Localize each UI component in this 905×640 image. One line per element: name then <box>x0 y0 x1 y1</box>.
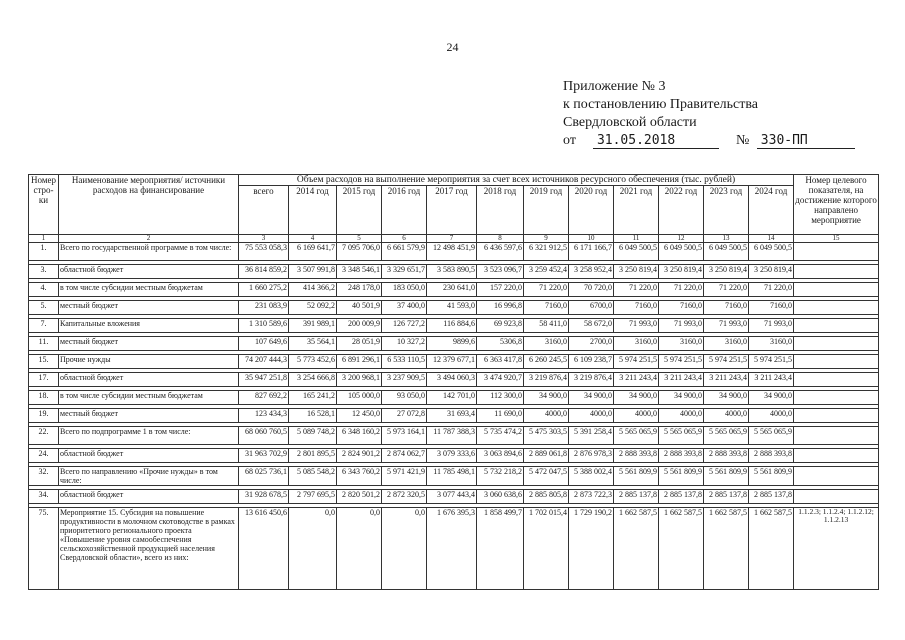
row-value: 69 923,8 <box>477 319 524 333</box>
row-goal <box>794 337 879 351</box>
row-value: 6700,0 <box>569 301 614 315</box>
row-goal <box>794 283 879 297</box>
row-value: 16 996,8 <box>477 301 524 315</box>
row-value: 12 379 677,1 <box>427 355 477 369</box>
header-year: 2016 год <box>382 186 427 235</box>
row-value: 11 690,0 <box>477 409 524 423</box>
header-year: 2021 год <box>614 186 659 235</box>
table-row <box>29 265 879 279</box>
row-goal <box>794 391 879 405</box>
row-value: 35 947 251,8 <box>239 373 289 387</box>
row-value: 40 501,9 <box>337 301 382 315</box>
row-name: Мероприятие 15. Субсидия на повышение продуктивности в молочном скотоводстве в рамках приоритетного регионального проекта «Повышение уровня самообеспечения сельскохозяйственной продукцией населения Свердловской области», всего из них: <box>59 508 239 590</box>
row-value: 2 888 393,8 <box>749 449 794 463</box>
row-value: 7160,0 <box>659 301 704 315</box>
row-value: 7160,0 <box>749 301 794 315</box>
row-value: 5 973 164,1 <box>382 427 427 445</box>
row-value: 3 063 894,6 <box>477 449 524 463</box>
column-index: 3 <box>239 235 289 243</box>
appendix-title: Приложение № 3 <box>563 79 666 94</box>
row-value: 1 702 015,4 <box>524 508 569 590</box>
row-goal <box>794 301 879 315</box>
column-index: 10 <box>569 235 614 243</box>
row-value: 0,0 <box>337 508 382 590</box>
row-value: 2 801 895,5 <box>289 449 337 463</box>
row-value: 3 211 243,4 <box>614 373 659 387</box>
budget-table <box>28 174 879 590</box>
row-value: 6 321 912,5 <box>524 243 569 261</box>
column-index: 13 <box>704 235 749 243</box>
row-value: 3 474 920,7 <box>477 373 524 387</box>
row-value: 5 565 065,9 <box>749 427 794 445</box>
row-value: 3 583 890,5 <box>427 265 477 279</box>
row-value: 5 561 809,9 <box>749 467 794 486</box>
row-value: 231 083,9 <box>239 301 289 315</box>
column-index: 12 <box>659 235 704 243</box>
row-value: 230 641,0 <box>427 283 477 297</box>
row-value: 34 900,0 <box>614 391 659 405</box>
row-value: 3 329 651,7 <box>382 265 427 279</box>
row-value: 68 025 736,1 <box>239 467 289 486</box>
row-number: 19. <box>29 409 59 423</box>
row-value: 165 241,2 <box>289 391 337 405</box>
row-value: 2 888 393,8 <box>614 449 659 463</box>
row-value: 1 662 587,5 <box>659 508 704 590</box>
appendix-decree-line: к постановлению Правительства <box>563 97 759 112</box>
row-value: 16 528,1 <box>289 409 337 423</box>
row-value: 75 553 058,3 <box>239 243 289 261</box>
header-row-number: Номер стро-ки <box>29 175 59 235</box>
row-goal <box>794 373 879 387</box>
row-value: 3160,0 <box>659 337 704 351</box>
number-label: № <box>735 133 750 148</box>
table-row <box>29 427 879 445</box>
row-value: 12 498 451,9 <box>427 243 477 261</box>
row-value: 5 475 303,5 <box>524 427 569 445</box>
column-index-row <box>29 235 879 243</box>
row-value: 2700,0 <box>569 337 614 351</box>
row-value: 6 260 245,5 <box>524 355 569 369</box>
row-value: 6 348 160,2 <box>337 427 382 445</box>
row-value: 3 237 909,5 <box>382 373 427 387</box>
appendix-signature-line <box>563 132 855 150</box>
row-value: 12 450,0 <box>337 409 382 423</box>
row-name: местный бюджет <box>59 337 239 351</box>
row-value: 6 169 641,7 <box>289 243 337 261</box>
row-value: 6 533 110,5 <box>382 355 427 369</box>
row-name: Всего по направлению «Прочие нужды» в том числе: <box>59 467 239 486</box>
row-value: 2 885 805,8 <box>524 490 569 504</box>
row-name: в том числе субсидии местным бюджетам <box>59 283 239 297</box>
row-name: местный бюджет <box>59 409 239 423</box>
column-index: 2 <box>59 235 239 243</box>
row-value: 9899,6 <box>427 337 477 351</box>
row-number: 11. <box>29 337 59 351</box>
row-value: 35 564,1 <box>289 337 337 351</box>
row-value: 3 219 876,4 <box>524 373 569 387</box>
row-value: 5 561 809,9 <box>614 467 659 486</box>
row-value: 7160,0 <box>524 301 569 315</box>
row-value: 34 900,0 <box>749 391 794 405</box>
row-value: 5 974 251,5 <box>614 355 659 369</box>
row-value: 3 250 819,4 <box>614 265 659 279</box>
row-value: 3160,0 <box>614 337 659 351</box>
row-value: 2 824 901,2 <box>337 449 382 463</box>
row-value: 3160,0 <box>749 337 794 351</box>
column-index: 6 <box>382 235 427 243</box>
row-value: 3 200 968,1 <box>337 373 382 387</box>
row-name: в том числе субсидии местным бюджетам <box>59 391 239 405</box>
table-row <box>29 355 879 369</box>
row-value: 5 565 065,9 <box>659 427 704 445</box>
decree-date: 31.05.2018 <box>593 134 719 149</box>
row-value: 2 885 137,8 <box>659 490 704 504</box>
page-number: 24 <box>446 40 459 54</box>
row-value: 1 858 499,7 <box>477 508 524 590</box>
row-value: 414 366,2 <box>289 283 337 297</box>
column-index: 4 <box>289 235 337 243</box>
row-value: 71 993,0 <box>614 319 659 333</box>
row-value: 6 049 500,5 <box>614 243 659 261</box>
row-number: 7. <box>29 319 59 333</box>
row-value: 28 051,9 <box>337 337 382 351</box>
header-total: всего <box>239 186 289 235</box>
row-value: 1 660 275,2 <box>239 283 289 297</box>
row-value: 34 900,0 <box>569 391 614 405</box>
row-value: 3 259 452,4 <box>524 265 569 279</box>
row-goal: 1.1.2.3; 1.1.2.4; 1.1.2.12; 1.1.2.13 <box>794 508 879 590</box>
row-value: 3 079 333,6 <box>427 449 477 463</box>
row-value: 107 649,6 <box>239 337 289 351</box>
row-value: 4000,0 <box>704 409 749 423</box>
header-year: 2018 год <box>477 186 524 235</box>
row-value: 1 676 395,3 <box>427 508 477 590</box>
row-name: местный бюджет <box>59 301 239 315</box>
row-value: 5 089 748,2 <box>289 427 337 445</box>
row-value: 68 060 760,5 <box>239 427 289 445</box>
row-value: 13 616 450,6 <box>239 508 289 590</box>
row-value: 3 077 443,4 <box>427 490 477 504</box>
row-value: 183 050,0 <box>382 283 427 297</box>
row-value: 34 900,0 <box>524 391 569 405</box>
row-name: Прочие нужды <box>59 355 239 369</box>
row-value: 3 258 952,4 <box>569 265 614 279</box>
header-year: 2019 год <box>524 186 569 235</box>
row-name: областной бюджет <box>59 449 239 463</box>
row-number: 32. <box>29 467 59 486</box>
row-value: 5306,8 <box>477 337 524 351</box>
row-value: 1 662 587,5 <box>614 508 659 590</box>
row-value: 71 220,0 <box>749 283 794 297</box>
row-value: 0,0 <box>382 508 427 590</box>
row-number: 18. <box>29 391 59 405</box>
table-row <box>29 490 879 504</box>
table-row <box>29 449 879 463</box>
row-number: 24. <box>29 449 59 463</box>
row-value: 1 662 587,5 <box>704 508 749 590</box>
row-value: 391 989,1 <box>289 319 337 333</box>
row-value: 827 692,2 <box>239 391 289 405</box>
row-value: 116 884,6 <box>427 319 477 333</box>
table-row <box>29 319 879 333</box>
row-value: 31 928 678,5 <box>239 490 289 504</box>
row-value: 70 720,0 <box>569 283 614 297</box>
row-number: 5. <box>29 301 59 315</box>
row-value: 11 785 498,1 <box>427 467 477 486</box>
header-year: 2023 год <box>704 186 749 235</box>
row-goal <box>794 243 879 261</box>
row-value: 7160,0 <box>614 301 659 315</box>
row-value: 37 400,0 <box>382 301 427 315</box>
row-value: 34 900,0 <box>659 391 704 405</box>
row-value: 2 885 137,8 <box>749 490 794 504</box>
row-value: 6 891 296,1 <box>337 355 382 369</box>
row-value: 3 523 096,7 <box>477 265 524 279</box>
row-goal <box>794 490 879 504</box>
row-value: 3160,0 <box>524 337 569 351</box>
row-value: 7 095 706,0 <box>337 243 382 261</box>
row-number: 3. <box>29 265 59 279</box>
row-value: 3160,0 <box>704 337 749 351</box>
column-index: 11 <box>614 235 659 243</box>
row-value: 5 971 421,9 <box>382 467 427 486</box>
row-value: 2 797 695,5 <box>289 490 337 504</box>
row-goal <box>794 319 879 333</box>
row-value: 74 207 444,3 <box>239 355 289 369</box>
row-value: 5 565 065,9 <box>704 427 749 445</box>
row-value: 2 874 062,7 <box>382 449 427 463</box>
row-value: 93 050,0 <box>382 391 427 405</box>
row-value: 58 672,0 <box>569 319 614 333</box>
row-goal <box>794 467 879 486</box>
header-year: 2022 год <box>659 186 704 235</box>
row-value: 5 773 452,6 <box>289 355 337 369</box>
row-value: 6 049 500,5 <box>659 243 704 261</box>
row-value: 5 974 251,5 <box>749 355 794 369</box>
row-name: Капитальные вложения <box>59 319 239 333</box>
row-value: 2 888 393,8 <box>659 449 704 463</box>
row-value: 5 085 548,2 <box>289 467 337 486</box>
table-row <box>29 409 879 423</box>
row-value: 6 049 500,5 <box>704 243 749 261</box>
row-number: 75. <box>29 508 59 590</box>
row-value: 4000,0 <box>569 409 614 423</box>
row-goal <box>794 449 879 463</box>
row-value: 2 876 978,3 <box>569 449 614 463</box>
row-value: 200 009,9 <box>337 319 382 333</box>
row-value: 6 436 597,6 <box>477 243 524 261</box>
row-name: областной бюджет <box>59 373 239 387</box>
row-value: 27 072,8 <box>382 409 427 423</box>
table-row <box>29 391 879 405</box>
table-row <box>29 337 879 351</box>
row-goal <box>794 355 879 369</box>
row-value: 3 211 243,4 <box>749 373 794 387</box>
header-year: 2020 год <box>569 186 614 235</box>
row-value: 71 220,0 <box>614 283 659 297</box>
row-name: областной бюджет <box>59 490 239 504</box>
header-volume: Объем расходов на выполнение мероприятия за счет всех источников ресурсного обеспечения (тыс. рублей) <box>239 175 794 186</box>
table-row <box>29 373 879 387</box>
row-value: 1 662 587,5 <box>749 508 794 590</box>
row-value: 248 178,0 <box>337 283 382 297</box>
row-value: 4000,0 <box>524 409 569 423</box>
row-value: 3 250 819,4 <box>659 265 704 279</box>
row-value: 3 060 638,6 <box>477 490 524 504</box>
row-value: 157 220,0 <box>477 283 524 297</box>
row-value: 6 049 500,5 <box>749 243 794 261</box>
row-number: 22. <box>29 427 59 445</box>
row-value: 52 092,2 <box>289 301 337 315</box>
row-value: 0,0 <box>289 508 337 590</box>
row-value: 105 000,0 <box>337 391 382 405</box>
row-value: 123 434,3 <box>239 409 289 423</box>
row-value: 5 472 047,5 <box>524 467 569 486</box>
header-year: 2017 год <box>427 186 477 235</box>
row-name: Всего по государственной программе в том числе: <box>59 243 239 261</box>
row-value: 3 211 243,4 <box>659 373 704 387</box>
row-value: 5 561 809,9 <box>704 467 749 486</box>
row-value: 6 661 579,9 <box>382 243 427 261</box>
row-value: 5 565 065,9 <box>614 427 659 445</box>
row-value: 5 974 251,5 <box>659 355 704 369</box>
row-value: 142 701,0 <box>427 391 477 405</box>
row-value: 10 327,2 <box>382 337 427 351</box>
row-value: 3 219 876,4 <box>569 373 614 387</box>
row-value: 5 561 809,9 <box>659 467 704 486</box>
row-value: 4000,0 <box>749 409 794 423</box>
row-value: 36 814 859,2 <box>239 265 289 279</box>
row-value: 7160,0 <box>704 301 749 315</box>
from-label: от <box>563 133 576 148</box>
row-value: 71 220,0 <box>524 283 569 297</box>
row-value: 11 787 388,3 <box>427 427 477 445</box>
row-value: 6 109 238,7 <box>569 355 614 369</box>
row-value: 34 900,0 <box>704 391 749 405</box>
row-number: 15. <box>29 355 59 369</box>
row-name: Всего по подпрограмме 1 в том числе: <box>59 427 239 445</box>
row-number: 17. <box>29 373 59 387</box>
row-value: 126 727,2 <box>382 319 427 333</box>
column-index: 5 <box>337 235 382 243</box>
row-value: 71 993,0 <box>704 319 749 333</box>
row-value: 2 888 393,8 <box>704 449 749 463</box>
row-value: 6 171 166,7 <box>569 243 614 261</box>
row-number: 4. <box>29 283 59 297</box>
row-value: 3 494 060,3 <box>427 373 477 387</box>
table-row <box>29 283 879 297</box>
header-year: 2015 год <box>337 186 382 235</box>
header-name: Наименование мероприятия/ источники расходов на финансирование <box>59 175 239 235</box>
row-value: 3 250 819,4 <box>749 265 794 279</box>
header-year: 2024 год <box>749 186 794 235</box>
column-index: 15 <box>794 235 879 243</box>
column-index: 1 <box>29 235 59 243</box>
row-value: 71 220,0 <box>704 283 749 297</box>
row-value: 31 963 702,9 <box>239 449 289 463</box>
row-value: 71 993,0 <box>659 319 704 333</box>
appendix-region-line: Свердловской области <box>563 115 697 130</box>
row-value: 5 974 251,5 <box>704 355 749 369</box>
row-value: 2 872 320,5 <box>382 490 427 504</box>
header-goal: Номер целевого показателя, на достижение которого направлено мероприятие <box>794 175 879 235</box>
row-value: 2 885 137,8 <box>614 490 659 504</box>
table-row <box>29 508 879 590</box>
row-goal <box>794 427 879 445</box>
row-number: 1. <box>29 243 59 261</box>
column-index: 7 <box>427 235 477 243</box>
row-value: 5 388 002,4 <box>569 467 614 486</box>
row-goal <box>794 265 879 279</box>
row-value: 3 507 991,8 <box>289 265 337 279</box>
appendix-header <box>563 78 855 150</box>
row-value: 112 300,0 <box>477 391 524 405</box>
row-value: 71 993,0 <box>749 319 794 333</box>
header-year: 2014 год <box>289 186 337 235</box>
row-value: 3 250 819,4 <box>704 265 749 279</box>
row-value: 6 343 760,2 <box>337 467 382 486</box>
row-value: 4000,0 <box>614 409 659 423</box>
table-row <box>29 301 879 315</box>
row-value: 5 732 218,2 <box>477 467 524 486</box>
decree-number: 330-ПП <box>757 134 855 149</box>
row-value: 2 820 501,2 <box>337 490 382 504</box>
column-index: 14 <box>749 235 794 243</box>
row-value: 71 220,0 <box>659 283 704 297</box>
row-value: 3 348 546,1 <box>337 265 382 279</box>
row-value: 4000,0 <box>659 409 704 423</box>
row-value: 2 885 137,8 <box>704 490 749 504</box>
row-value: 2 873 722,3 <box>569 490 614 504</box>
row-value: 31 693,4 <box>427 409 477 423</box>
row-number: 34. <box>29 490 59 504</box>
row-name: областной бюджет <box>59 265 239 279</box>
row-value: 41 593,0 <box>427 301 477 315</box>
row-goal <box>794 409 879 423</box>
row-value: 58 411,0 <box>524 319 569 333</box>
row-value: 3 211 243,4 <box>704 373 749 387</box>
column-index: 8 <box>477 235 524 243</box>
row-value: 6 363 417,8 <box>477 355 524 369</box>
row-value: 1 729 190,2 <box>569 508 614 590</box>
row-value: 1 310 589,6 <box>239 319 289 333</box>
row-value: 2 889 061,8 <box>524 449 569 463</box>
table-row <box>29 243 879 261</box>
row-value: 5 391 258,4 <box>569 427 614 445</box>
row-value: 5 735 474,2 <box>477 427 524 445</box>
column-index: 9 <box>524 235 569 243</box>
row-value: 3 254 666,8 <box>289 373 337 387</box>
table-row <box>29 467 879 486</box>
